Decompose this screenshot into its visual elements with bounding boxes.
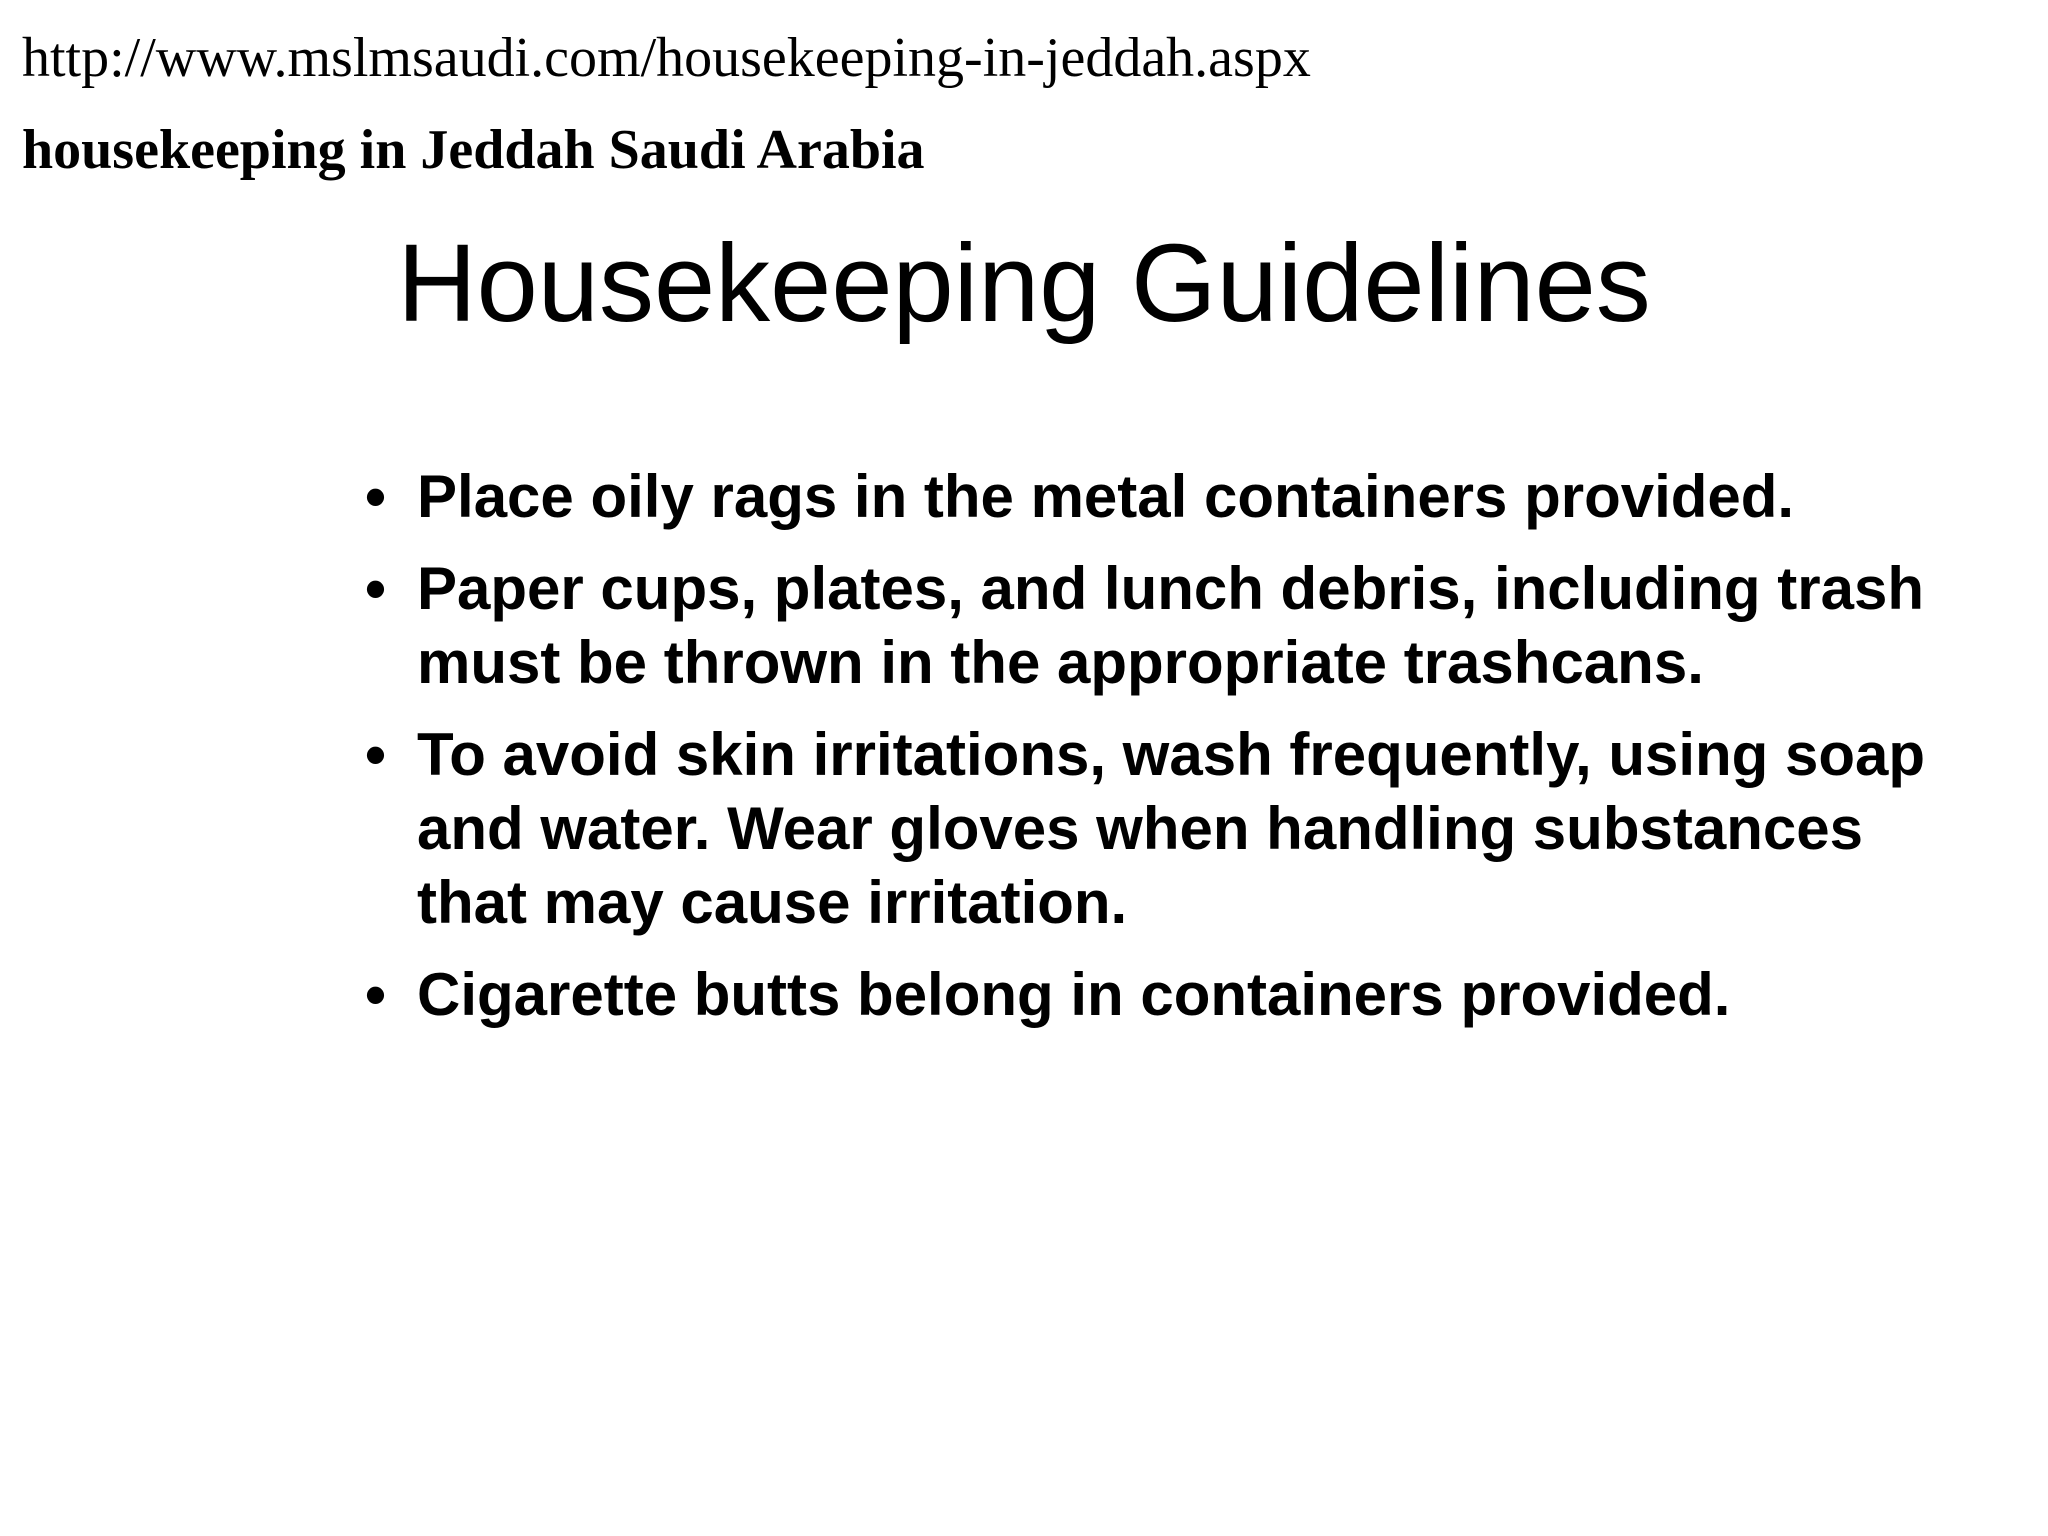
slide-title: Housekeeping Guidelines: [397, 222, 1651, 345]
bullet-icon: •: [365, 463, 387, 530]
guideline-text: Cigarette butts belong in containers provided.: [417, 961, 1731, 1028]
bullet-icon: •: [365, 721, 387, 788]
source-caption: housekeeping in Jeddah Saudi Arabia: [22, 119, 925, 181]
bullet-icon: •: [365, 555, 387, 622]
guideline-text: Paper cups, plates, and lunch debris, including trash must be thrown in the appropriate trashcans.: [417, 555, 1924, 696]
source-url: http://www.mslmsaudi.com/housekeeping-in-jeddah.aspx: [22, 27, 1311, 89]
guideline-item-4: [365, 958, 1985, 1032]
guideline-text: Place oily rags in the metal containers provided.: [417, 463, 1795, 530]
guideline-item-1: [365, 460, 1985, 534]
guideline-list: [365, 460, 1985, 1050]
guideline-text: To avoid skin irritations, wash frequently, using soap and water. Wear gloves when handling substances that may cause irritation.: [417, 721, 1926, 936]
guideline-item-2: [365, 552, 1985, 700]
bullet-icon: •: [365, 961, 387, 1028]
guideline-item-3: [365, 718, 1985, 940]
